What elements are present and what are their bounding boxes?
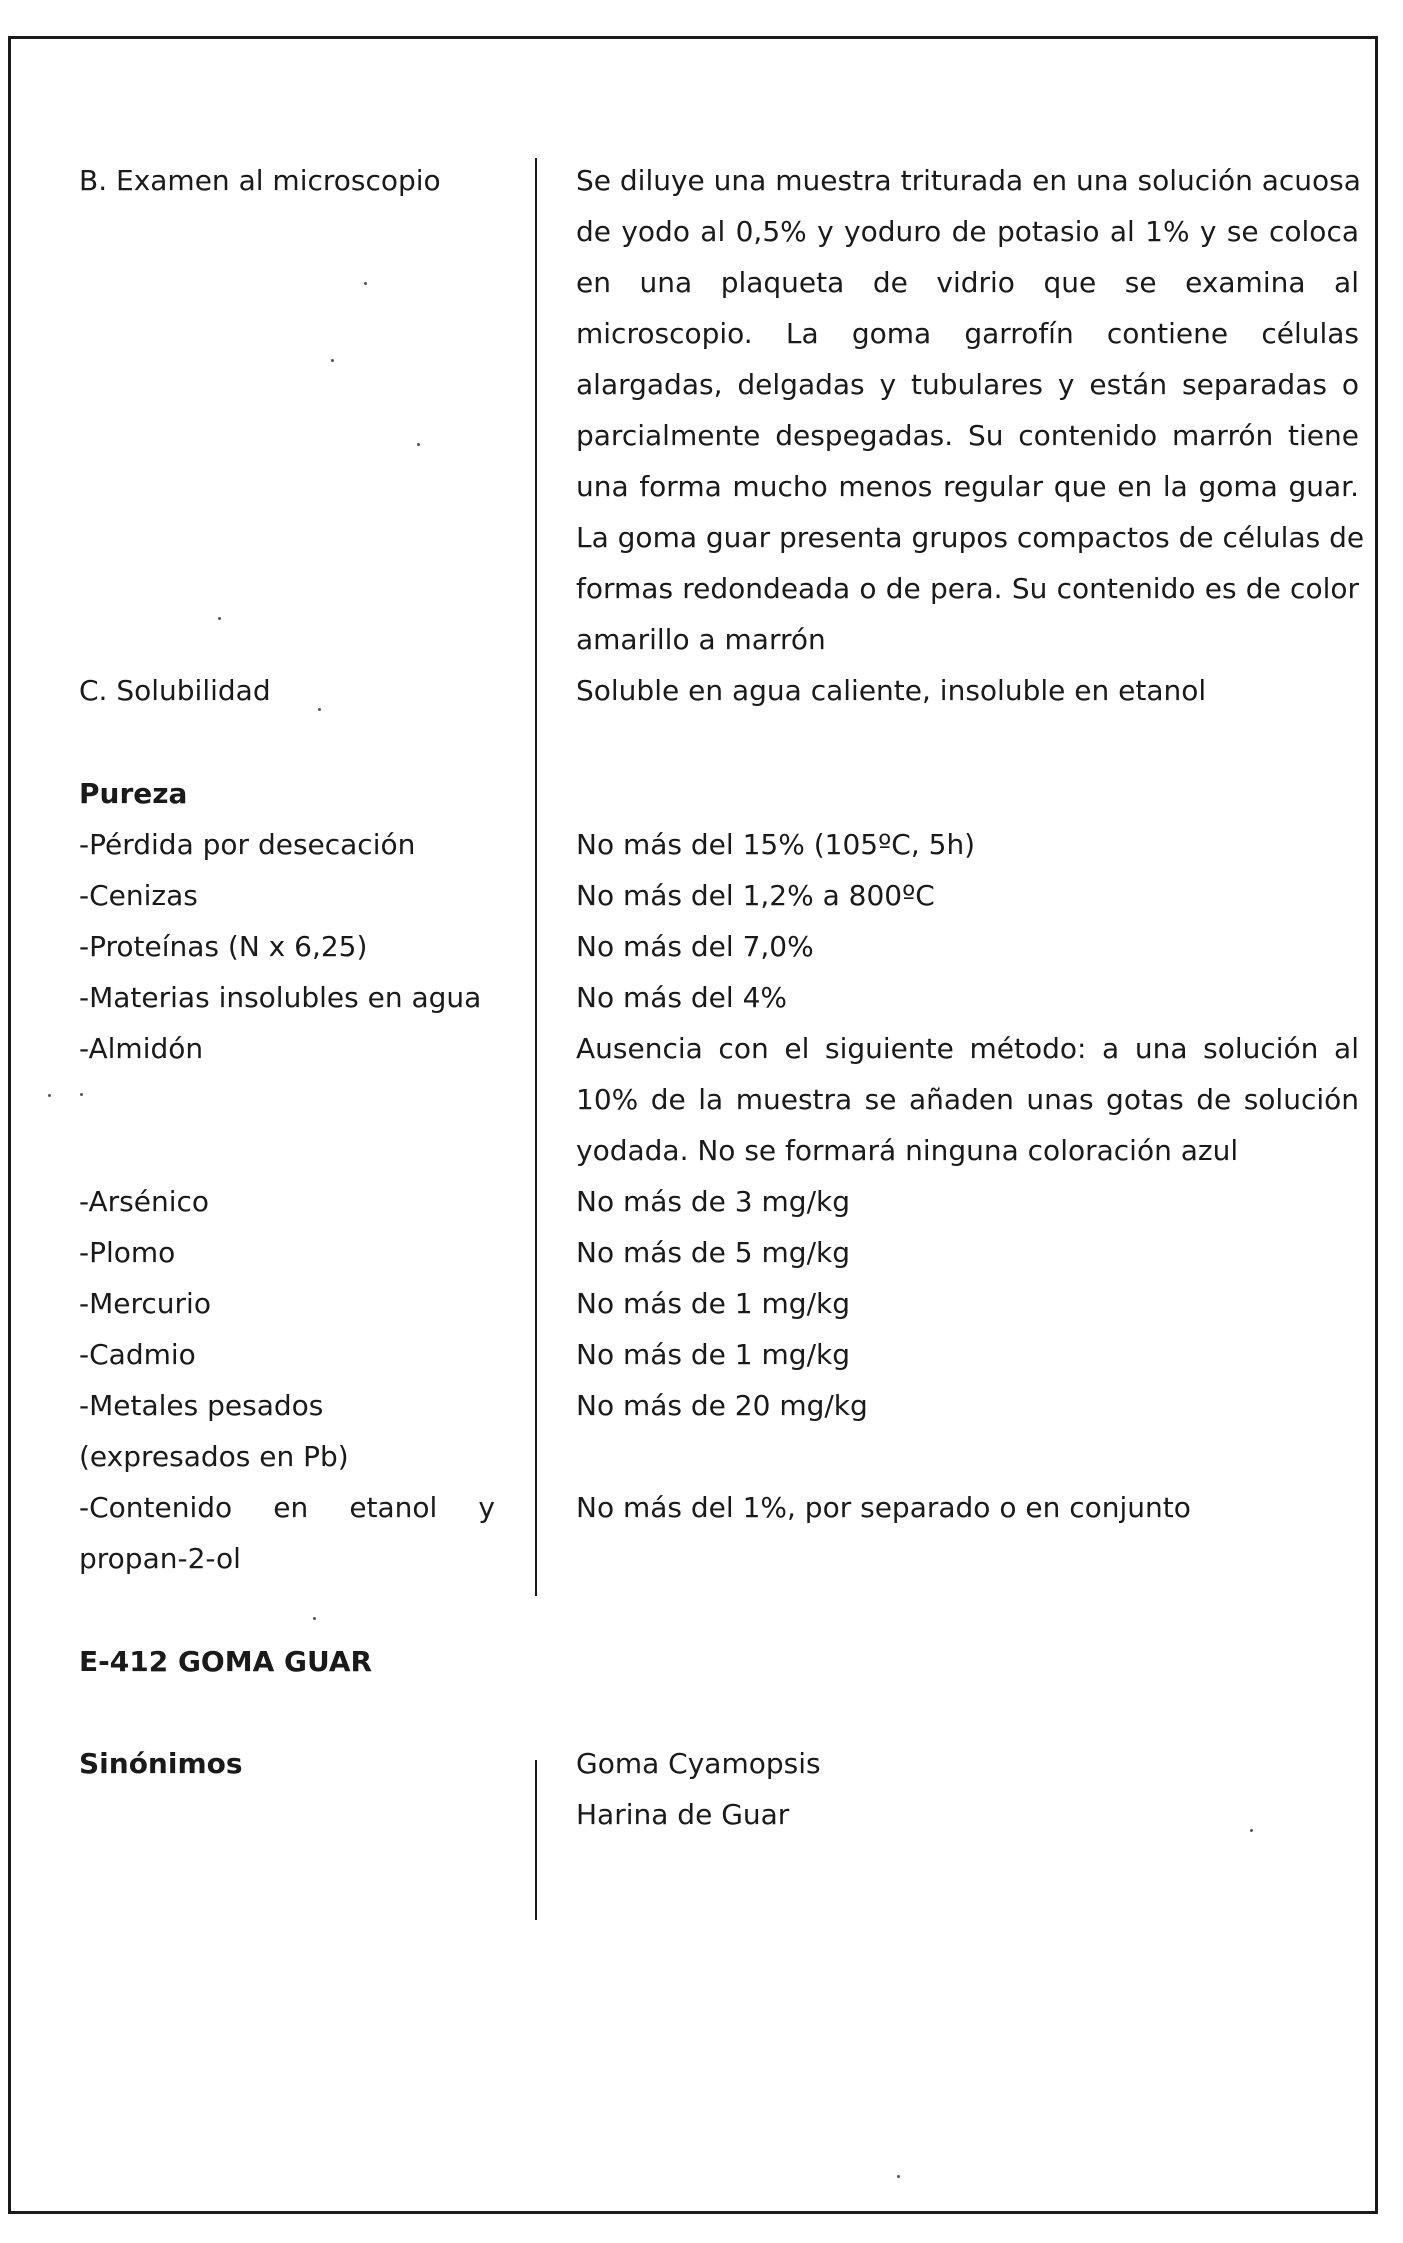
e412-heading: E-412 GOMA GUAR [79, 1645, 373, 1678]
section-b-line: microscopio. La goma garrofín contiene células [576, 317, 1359, 350]
section-b-line: La goma guar presenta grupos compactos de células de [576, 521, 1365, 554]
scan-speck [313, 1617, 316, 1620]
section-b-label: B. Examen al microscopio [79, 164, 441, 197]
section-b-line: en una plaqueta de vidrio que se examina al [576, 266, 1359, 299]
scan-speck [1250, 1829, 1253, 1832]
metal-value: No más de 1 mg/kg [576, 1338, 850, 1371]
ethanol-value: No más del 1%, por separado o en conjunto [576, 1491, 1191, 1524]
metal-label: -Cadmio [79, 1338, 196, 1371]
almidon-label: -Almidón [79, 1032, 204, 1065]
metales-sub-label: (expresados en Pb) [79, 1440, 349, 1473]
synonyms-label: Sinónimos [79, 1747, 243, 1780]
section-c-value: Soluble en agua caliente, insoluble en etanol [576, 674, 1207, 707]
purity-heading: Pureza [79, 777, 188, 810]
scan-speck [364, 282, 367, 285]
almidon-last-line: yodada. No se formará ninguna coloración azul [576, 1134, 1239, 1167]
section-b-line: Se diluye una muestra triturada en una solución acuosa [576, 164, 1361, 197]
scan-speck [331, 359, 334, 362]
metal-value: No más de 3 mg/kg [576, 1185, 850, 1218]
scan-speck [48, 1094, 51, 1097]
almidon-line: Ausencia con el siguiente método: a una solución al [576, 1032, 1359, 1065]
scan-speck [897, 2175, 900, 2178]
metal-value: No más de 1 mg/kg [576, 1287, 850, 1320]
section-b-last-line: amarillo a marrón [576, 623, 826, 656]
metal-label: -Metales pesados [79, 1389, 324, 1422]
purity-label: -Cenizas [79, 879, 198, 912]
column-divider-top [535, 158, 537, 1596]
scan-speck [417, 443, 420, 446]
section-b-line: parcialmente despegadas. Su contenido marrón tiene [576, 419, 1359, 452]
scan-speck [80, 1093, 83, 1096]
metal-label: -Mercurio [79, 1287, 211, 1320]
purity-value: No más del 1,2% a 800ºC [576, 879, 935, 912]
section-b-line: formas redondeada o de pera. Su contenido es de color [576, 572, 1359, 605]
purity-value: No más del 7,0% [576, 930, 814, 963]
purity-value: No más del 15% (105ºC, 5h) [576, 828, 976, 861]
synonym-item: Harina de Guar [576, 1798, 790, 1831]
purity-label: -Materias insolubles en agua [79, 981, 482, 1014]
section-b-line: una forma mucho menos regular que en la goma guar. [576, 470, 1359, 503]
column-divider-synonyms [535, 1760, 537, 1920]
section-c-label: C. Solubilidad [79, 674, 271, 707]
scan-speck [318, 708, 321, 711]
section-b-line: alargadas, delgadas y tubulares y están separadas o [576, 368, 1359, 401]
synonym-item: Goma Cyamopsis [576, 1747, 821, 1780]
purity-value: No más del 4% [576, 981, 787, 1014]
section-b-line: de yodo al 0,5% y yoduro de potasio al 1% y se coloca [576, 215, 1359, 248]
metal-value: No más de 5 mg/kg [576, 1236, 850, 1269]
ethanol-label-line2: propan-2-ol [79, 1542, 241, 1575]
purity-label: -Proteínas (N x 6,25) [79, 930, 368, 963]
metal-label: -Arsénico [79, 1185, 210, 1218]
scan-speck [218, 617, 221, 620]
purity-label: -Pérdida por desecación [79, 828, 416, 861]
metal-value: No más de 20 mg/kg [576, 1389, 868, 1422]
metal-label: -Plomo [79, 1236, 176, 1269]
ethanol-label-line1: -Contenido en etanol y [79, 1491, 495, 1524]
almidon-line: 10% de la muestra se añaden unas gotas de solución [576, 1083, 1359, 1116]
